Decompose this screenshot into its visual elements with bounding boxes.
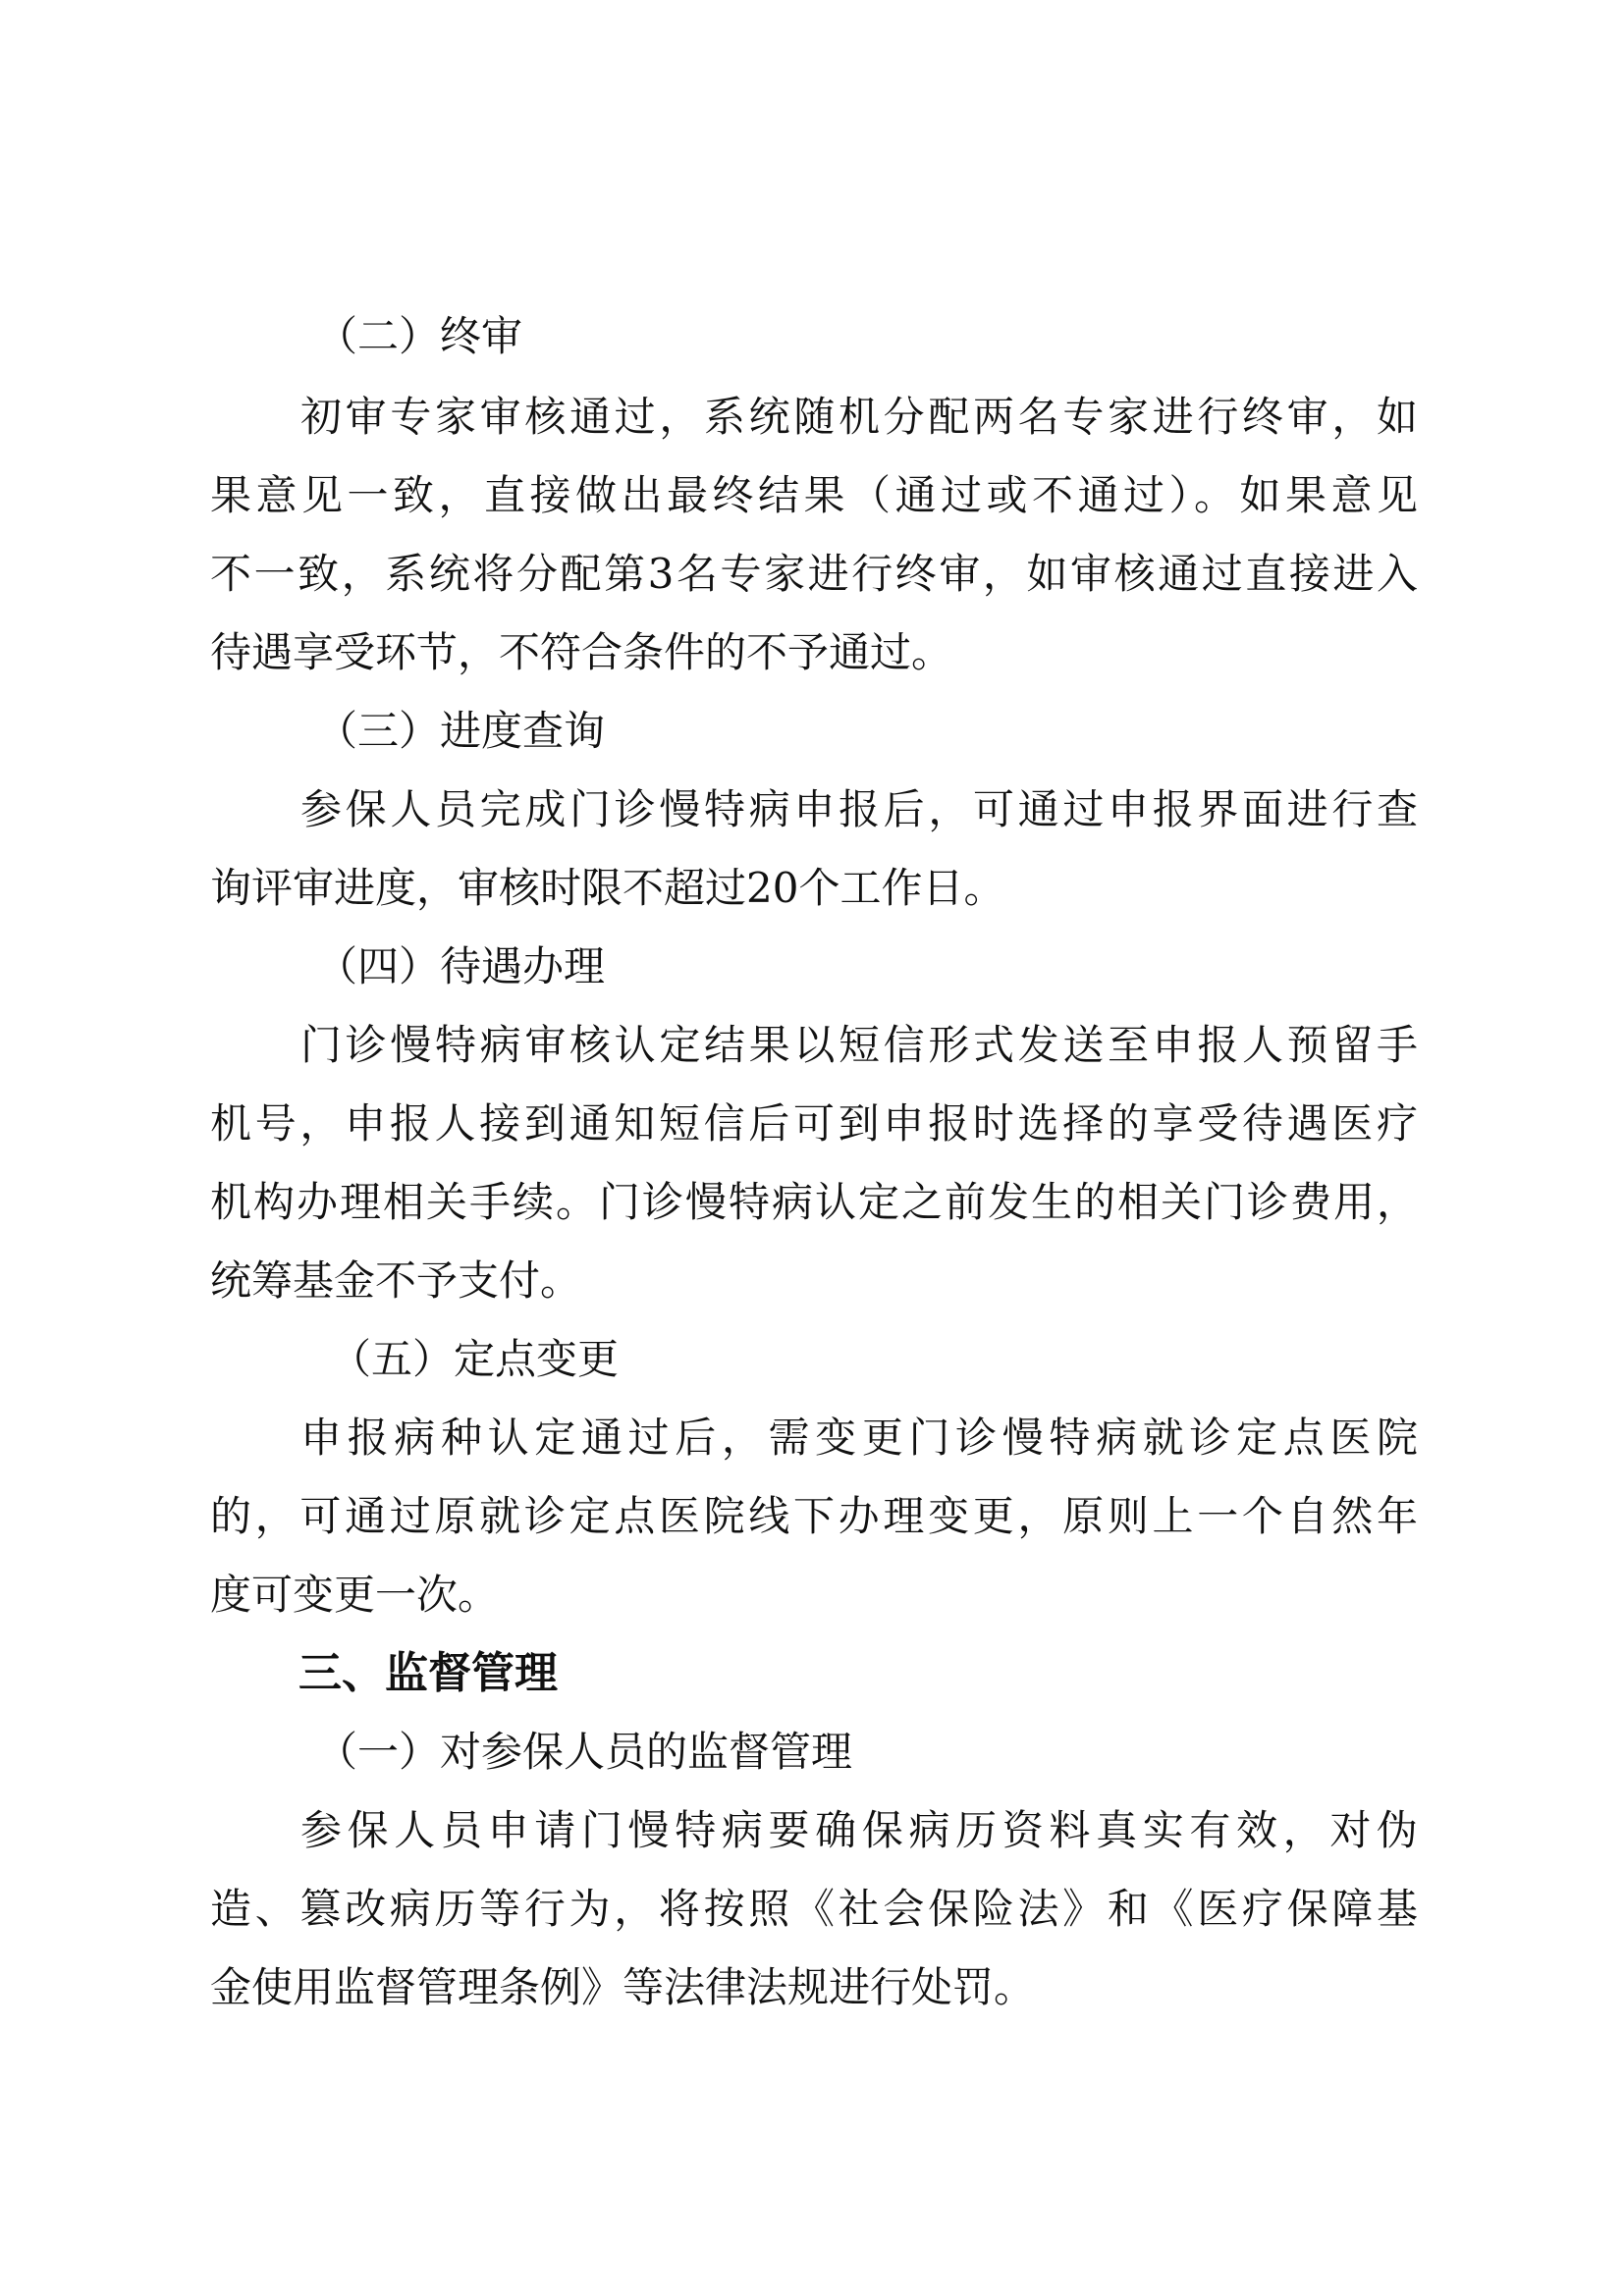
section-heading-progress-query: （三）进度查询 [316, 707, 606, 755]
paragraph-line: 待遇享受环节，不符合条件的不予通过。 [210, 628, 953, 676]
section-heading-benefit-handling: （四）待遇办理 [316, 942, 606, 990]
paragraph-line: 统筹基金不予支付。 [210, 1256, 582, 1305]
paragraph-line: 不一致，系统将分配第3名专家进行终审，如审核通过直接进入 [210, 550, 1418, 598]
paragraph-line: 金使用监督管理条例》等法律法规进行处罚。 [210, 1963, 1036, 2011]
paragraph-line: 机号，申报人接到通知短信后可到申报时选择的享受待遇医疗 [210, 1099, 1418, 1148]
paragraph-line: 初审专家审核通过，系统随机分配两名专家进行终审，如 [300, 393, 1418, 441]
paragraph-line: 参保人员完成门诊慢特病申报后，可通过申报界面进行查 [300, 785, 1418, 833]
section-heading-supervision: 三、监督管理 [298, 1649, 558, 1698]
paragraph-line: 的，可通过原就诊定点医院线下办理变更，原则上一个自然年 [210, 1492, 1418, 1540]
paragraph-line: 造、篡改病历等行为，将按照《社会保险法》和《医疗保障基 [210, 1885, 1418, 1933]
paragraph-line: 询评审进度，审核时限不超过20个工作日。 [210, 864, 1005, 912]
section-heading-final-review: （二）终审 [316, 312, 523, 360]
paragraph-line: 度可变更一次。 [210, 1571, 500, 1619]
paragraph-line: 申报病种认定通过后，需变更门诊慢特病就诊定点医院 [300, 1414, 1418, 1462]
paragraph-line: 门诊慢特病审核认定结果以短信形式发送至申报人预留手 [300, 1021, 1418, 1069]
section-heading-insured-supervision: （一）对参保人员的监督管理 [316, 1728, 853, 1776]
section-heading-designated-change: （五）定点变更 [330, 1335, 620, 1383]
paragraph-line: 机构办理相关手续。门诊慢特病认定之前发生的相关门诊费用， [210, 1178, 1418, 1226]
paragraph-line: 参保人员申请门慢特病要确保病历资料真实有效，对伪 [300, 1806, 1418, 1854]
paragraph-line: 果意见一致，直接做出最终结果（通过或不通过）。如果意见 [210, 471, 1418, 519]
